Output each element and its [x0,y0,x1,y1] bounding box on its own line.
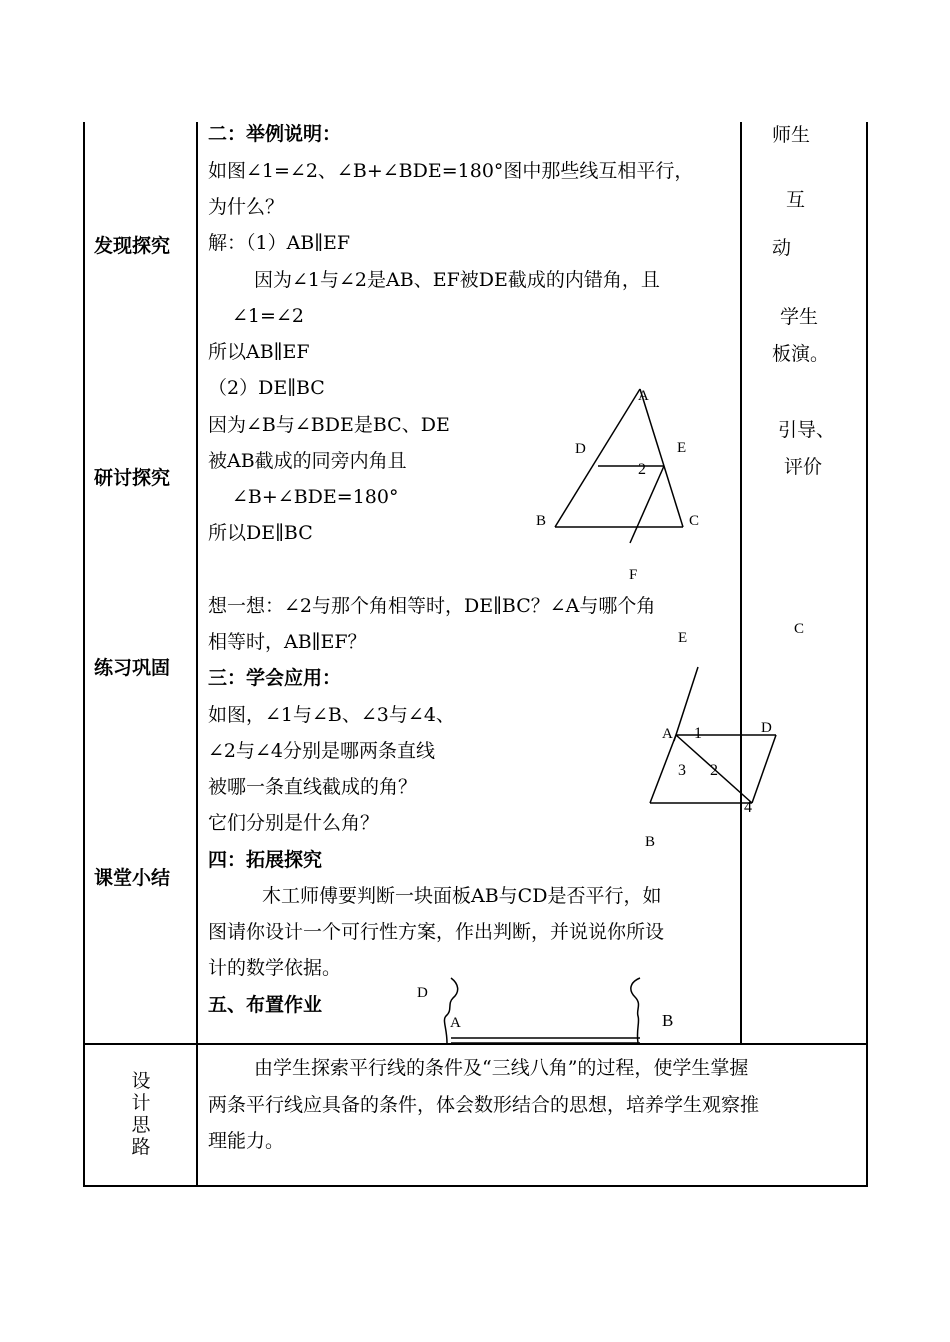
figure-1-triangle [555,389,683,543]
fig2-label-3: 3 [678,762,686,779]
section4-line-3: 计的数学依据。 [208,957,342,979]
table-row-divider [83,1043,868,1045]
design-label-char-2: 计 [131,1092,151,1114]
fig2-label-d: D [761,720,772,736]
design-line-1: 由学生探索平行线的条件及“三线八角”的过程，使学生掌握 [254,1057,749,1079]
fig2-label-b: B [645,834,656,850]
fig3-right-edge [631,978,640,1043]
figure-3-board [444,978,640,1043]
fig1-line-ab [555,389,640,527]
section2-heading: 二：举例说明： [208,123,342,145]
table-divider-right-column [740,122,742,1044]
fig3-label-b: B [662,1011,674,1030]
fig2-label-a: A [662,726,673,742]
right-note-2: 互 [786,189,806,211]
section2-solution-3: ∠1=∠2 [232,305,304,327]
fig1-label-e: E [677,440,687,456]
fig2-line-d-right [752,735,776,803]
right-note-7: 评价 [784,456,823,478]
design-line-3: 理能力。 [208,1130,285,1152]
table-border-bottom [83,1185,868,1187]
section3-line-1: 如图，∠1与∠B、∠3与∠4、 [208,704,455,726]
fig3-left-edge [444,978,457,1043]
think-line-1: 想一想：∠2与那个角相等时，DE∥BC？∠A与哪个角 [208,595,656,617]
fig3-label-d: D [417,985,428,1001]
section3-line-4: 它们分别是什么角？ [208,812,380,834]
section2-solution-1: 解：（1）AB∥EF [208,232,351,254]
section2-solution-9: 所以DE∥BC [208,522,313,544]
section4-heading: 四：拓展探究 [208,849,323,871]
right-note-5: 板演。 [772,343,830,365]
right-note-3: 动 [772,237,792,259]
table-border-left [83,122,85,1187]
fig2-label-1: 1 [694,725,702,742]
right-c-label: C [794,621,805,637]
label-discuss: 研讨探究 [94,467,171,489]
label-summary: 课堂小结 [94,867,171,889]
fig1-label-b: B [536,513,547,529]
section2-solution-6: 因为∠B与∠BDE是BC、DE [208,414,450,436]
section2-solution-5: （2）DE∥BC [208,377,325,399]
design-label-char-1: 设 [131,1070,151,1092]
section2-solution-7: 被AB截成的同旁内角且 [208,450,407,472]
section3-line-2: ∠2与∠4分别是哪两条直线 [208,740,436,762]
design-line-2: 两条平行线应具备的条件，体会数形结合的思想，培养学生观察推 [208,1094,760,1116]
fig1-label-2: 2 [638,461,646,478]
section3-line-3: 被哪一条直线截成的角？ [208,776,418,798]
design-label [126,1070,156,1158]
fig2-label-e: E [678,630,688,646]
fig1-line-ef [630,466,664,543]
fig1-label-c: C [689,513,700,529]
table-divider-label-column [196,122,198,1187]
think-line-2: 相等时，AB∥EF？ [208,631,367,653]
section2-question-1: 如图∠1=∠2、∠B+∠BDE=180°图中那些线互相平行， [208,160,694,182]
section5-heading: 五、布置作业 [208,994,323,1016]
fig2-label-4: 4 [744,799,752,816]
section3-heading: 三：学会应用： [208,667,342,689]
fig3-label-a: A [450,1015,461,1031]
label-practice: 练习巩固 [94,657,171,679]
section2-solution-2: 因为∠1与∠2是AB、EF被DE截成的内错角，且 [254,269,660,291]
section2-solution-8: ∠B+∠BDE=180° [232,486,399,508]
fig1-label-f: F [629,567,638,583]
section4-line-1: 木工师傅要判断一块面板AB与CD是否平行，如 [262,885,662,907]
design-label-char-4: 路 [131,1136,151,1158]
label-discover: 发现探究 [94,235,171,257]
fig1-label-a: A [638,388,649,404]
right-note-1: 师生 [772,124,811,146]
right-note-6: 引导、 [778,419,836,441]
fig2-label-2: 2 [710,762,718,779]
section4-line-2: 图请你设计一个可行性方案，作出判断，并说说你所设 [208,921,665,943]
section2-solution-4: 所以AB∥EF [208,341,310,363]
design-label-char-3: 思 [131,1114,151,1136]
table-border-right [866,122,868,1187]
fig2-line-left [650,735,676,803]
section2-question-2: 为什么？ [208,196,285,218]
right-note-4: 学生 [780,306,819,328]
fig1-label-d: D [575,441,586,457]
fig1-line-ac [640,389,683,527]
